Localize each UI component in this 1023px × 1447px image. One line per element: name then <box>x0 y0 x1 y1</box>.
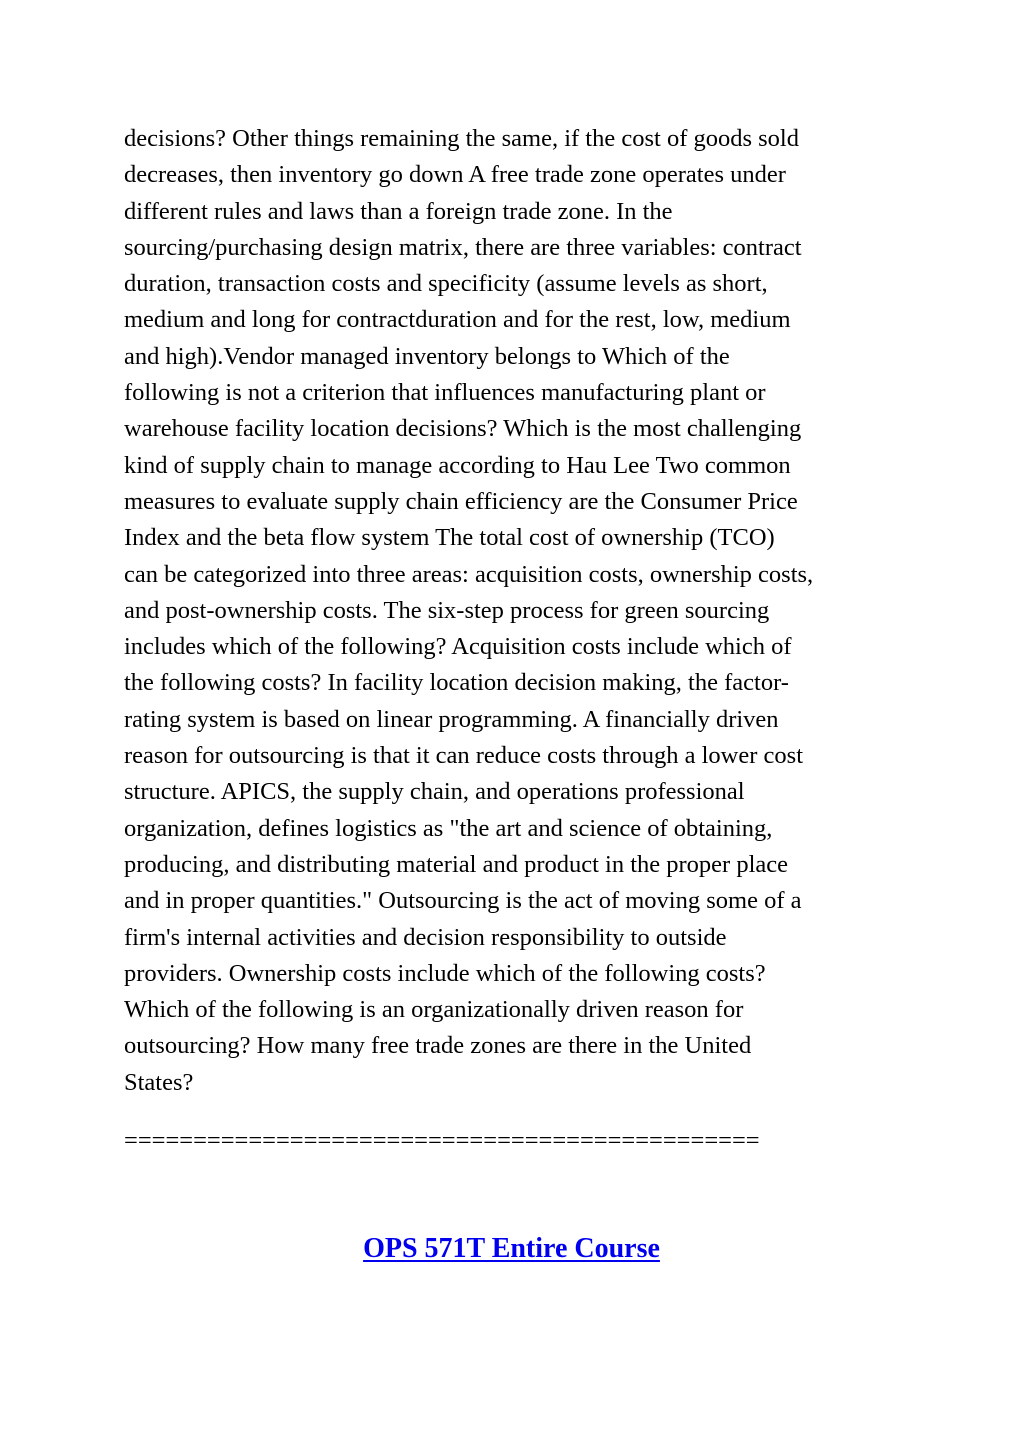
body-line-8: following is not a criterion that influences manufacturing plant or <box>124 379 766 407</box>
body-line-11: measures to evaluate supply chain efficiency are the Consumer Price <box>124 487 798 515</box>
body-line-16: the following costs? In facility location decision making, the factor- <box>124 669 789 697</box>
body-paragraph <box>124 121 914 1101</box>
body-line-21: producing, and distributing material and product in the proper place <box>124 850 789 878</box>
body-line-6: medium and long for contractduration and for the rest, low, medium <box>124 306 791 334</box>
body-line-1: decisions? Other things remaining the same, if the cost of goods sold <box>124 125 799 152</box>
body-line-4: sourcing/purchasing design matrix, there are three variables: contract <box>124 233 802 261</box>
body-line-27: States? <box>124 1068 194 1096</box>
body-line-24: providers. Ownership costs include which of the following costs? <box>124 959 766 987</box>
body-line-9: warehouse facility location decisions? Which is the most challenging <box>124 415 802 443</box>
body-line-3: different rules and laws than a foreign trade zone. In the <box>124 197 673 225</box>
body-line-5: duration, transaction costs and specificity (assume levels as short, <box>124 270 768 298</box>
body-line-7: and high).Vendor managed inventory belongs to Which of the <box>124 342 730 370</box>
body-line-23: firm's internal activities and decision responsibility to outside <box>124 923 727 951</box>
course-link-container <box>0 1229 1023 1269</box>
body-line-26: outsourcing? How many free trade zones are there in the United <box>124 1032 752 1060</box>
body-line-13: can be categorized into three areas: acquisition costs, ownership costs, <box>124 560 814 588</box>
separator-line: ============================================== <box>124 1127 760 1154</box>
body-line-12: Index and the beta flow system The total cost of ownership (TCO) <box>124 524 775 552</box>
body-line-20: organization, defines logistics as "the art and science of obtaining, <box>124 814 773 842</box>
body-line-25: Which of the following is an organizationally driven reason for <box>124 996 744 1024</box>
body-line-18: reason for outsourcing is that it can reduce costs through a lower cost <box>124 742 804 770</box>
course-link[interactable]: OPS 571T Entire Course <box>363 1233 660 1264</box>
body-line-2: decreases, then inventory go down A free trade zone operates under <box>124 161 786 189</box>
body-line-17: rating system is based on linear programming. A financially driven <box>124 705 779 733</box>
body-line-19: structure. APICS, the supply chain, and operations professional <box>124 778 745 806</box>
body-line-14: and post-ownership costs. The six-step process for green sourcing <box>124 596 770 624</box>
body-line-10: kind of supply chain to manage according to Hau Lee Two common <box>124 451 791 479</box>
body-line-22: and in proper quantities." Outsourcing is the act of moving some of a <box>124 887 802 915</box>
body-line-15: includes which of the following? Acquisition costs include which of <box>124 633 792 661</box>
